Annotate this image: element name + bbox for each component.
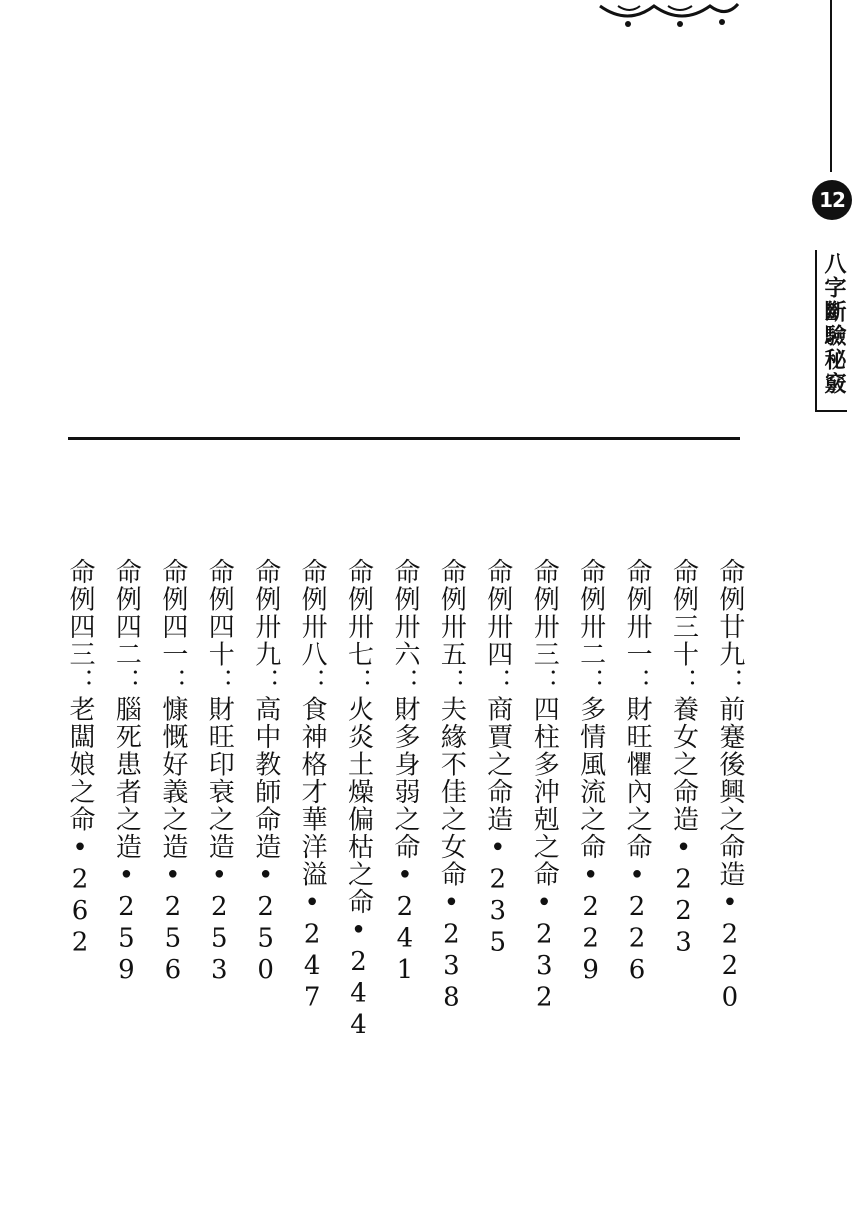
toc-entry (524, 558, 564, 1078)
toc-entry-title: 命例廿九：前蹇後興之命造 (714, 558, 745, 888)
toc-entry-title: 命例卅一：財旺懼內之命 (622, 558, 653, 861)
toc-entry (663, 558, 703, 1078)
toc-entry (199, 558, 239, 1078)
header-ornament (598, 0, 740, 34)
toc-page-number: 235 (482, 864, 513, 959)
toc-page-number: 220 (714, 919, 745, 1014)
toc-page-number: 241 (389, 892, 420, 987)
horizontal-rule (68, 437, 740, 440)
toc-leader-dot: • (343, 915, 374, 947)
toc-entry (710, 558, 750, 1078)
toc-entry-title: 命例四二：腦死患者之造 (111, 558, 142, 861)
toc-entry (478, 558, 518, 1078)
toc-leader-dot: • (157, 860, 188, 892)
toc-leader-dot: • (204, 860, 235, 892)
toc-leader-dot: • (250, 860, 281, 892)
toc-leader-dot: • (389, 860, 420, 892)
toc-entry (431, 558, 471, 1078)
toc-entry (571, 558, 611, 1078)
toc-entry (153, 558, 193, 1078)
toc-page-number: 262 (65, 864, 95, 959)
toc-entry (246, 558, 286, 1078)
toc-leader-dot: • (575, 860, 606, 892)
toc-entry (617, 558, 657, 1078)
toc-page-number: 256 (157, 892, 188, 987)
book-title: 八字斷驗秘竅 (821, 252, 846, 396)
toc-leader-dot: • (668, 833, 699, 865)
toc-leader-dot: • (529, 888, 560, 920)
toc-leader-dot: • (436, 888, 467, 920)
toc-page-number: 247 (297, 919, 328, 1014)
toc-page-number: 259 (111, 892, 142, 987)
table-of-contents (60, 558, 750, 1078)
toc-page-number: 232 (529, 919, 560, 1014)
toc-page-number: 229 (575, 892, 606, 987)
toc-leader-dot: • (65, 833, 95, 865)
book-title-box (815, 250, 847, 412)
toc-entry (292, 558, 332, 1078)
toc-entry-title: 命例四一：慷慨好義之造 (157, 558, 188, 861)
chapter-badge: 12 (812, 180, 852, 220)
toc-page-number: 238 (436, 919, 467, 1014)
toc-entry-title: 命例卅八：食神格才華洋溢 (297, 558, 328, 888)
toc-leader-dot: • (622, 860, 653, 892)
toc-page-number: 223 (668, 864, 699, 959)
toc-entry-title: 命例卅九：高中教師命造 (250, 558, 281, 861)
toc-page-number: 253 (204, 892, 235, 987)
toc-page-number: 244 (343, 947, 374, 1042)
toc-entry (60, 558, 100, 1078)
toc-page-number: 250 (250, 892, 281, 987)
toc-entry-title: 命例卅四：商賈之命造 (482, 558, 513, 833)
toc-entry (385, 558, 425, 1078)
toc-leader-dot: • (111, 860, 142, 892)
toc-leader-dot: • (714, 888, 745, 920)
margin-rule (830, 0, 832, 172)
toc-entry-title: 命例四三：老闆娘之命 (65, 558, 95, 833)
toc-entry-title: 命例卅三：四柱多沖剋之命 (529, 558, 560, 888)
toc-entry-title: 命例卅五：夫緣不佳之女命 (436, 558, 467, 888)
toc-entry-title: 命例三十：養女之命造 (668, 558, 699, 833)
toc-entry-title: 命例四十：財旺印衰之造 (204, 558, 235, 861)
toc-entry-title: 命例卅二：多情風流之命 (575, 558, 606, 861)
toc-entry (339, 558, 379, 1078)
toc-page-number: 226 (622, 892, 653, 987)
toc-entry-title: 命例卅六：財多身弱之命 (389, 558, 420, 861)
toc-leader-dot: • (482, 833, 513, 865)
toc-entry (106, 558, 146, 1078)
toc-entry-title: 命例卅七：火炎土燥偏枯之命 (343, 558, 374, 916)
toc-leader-dot: • (297, 888, 328, 920)
